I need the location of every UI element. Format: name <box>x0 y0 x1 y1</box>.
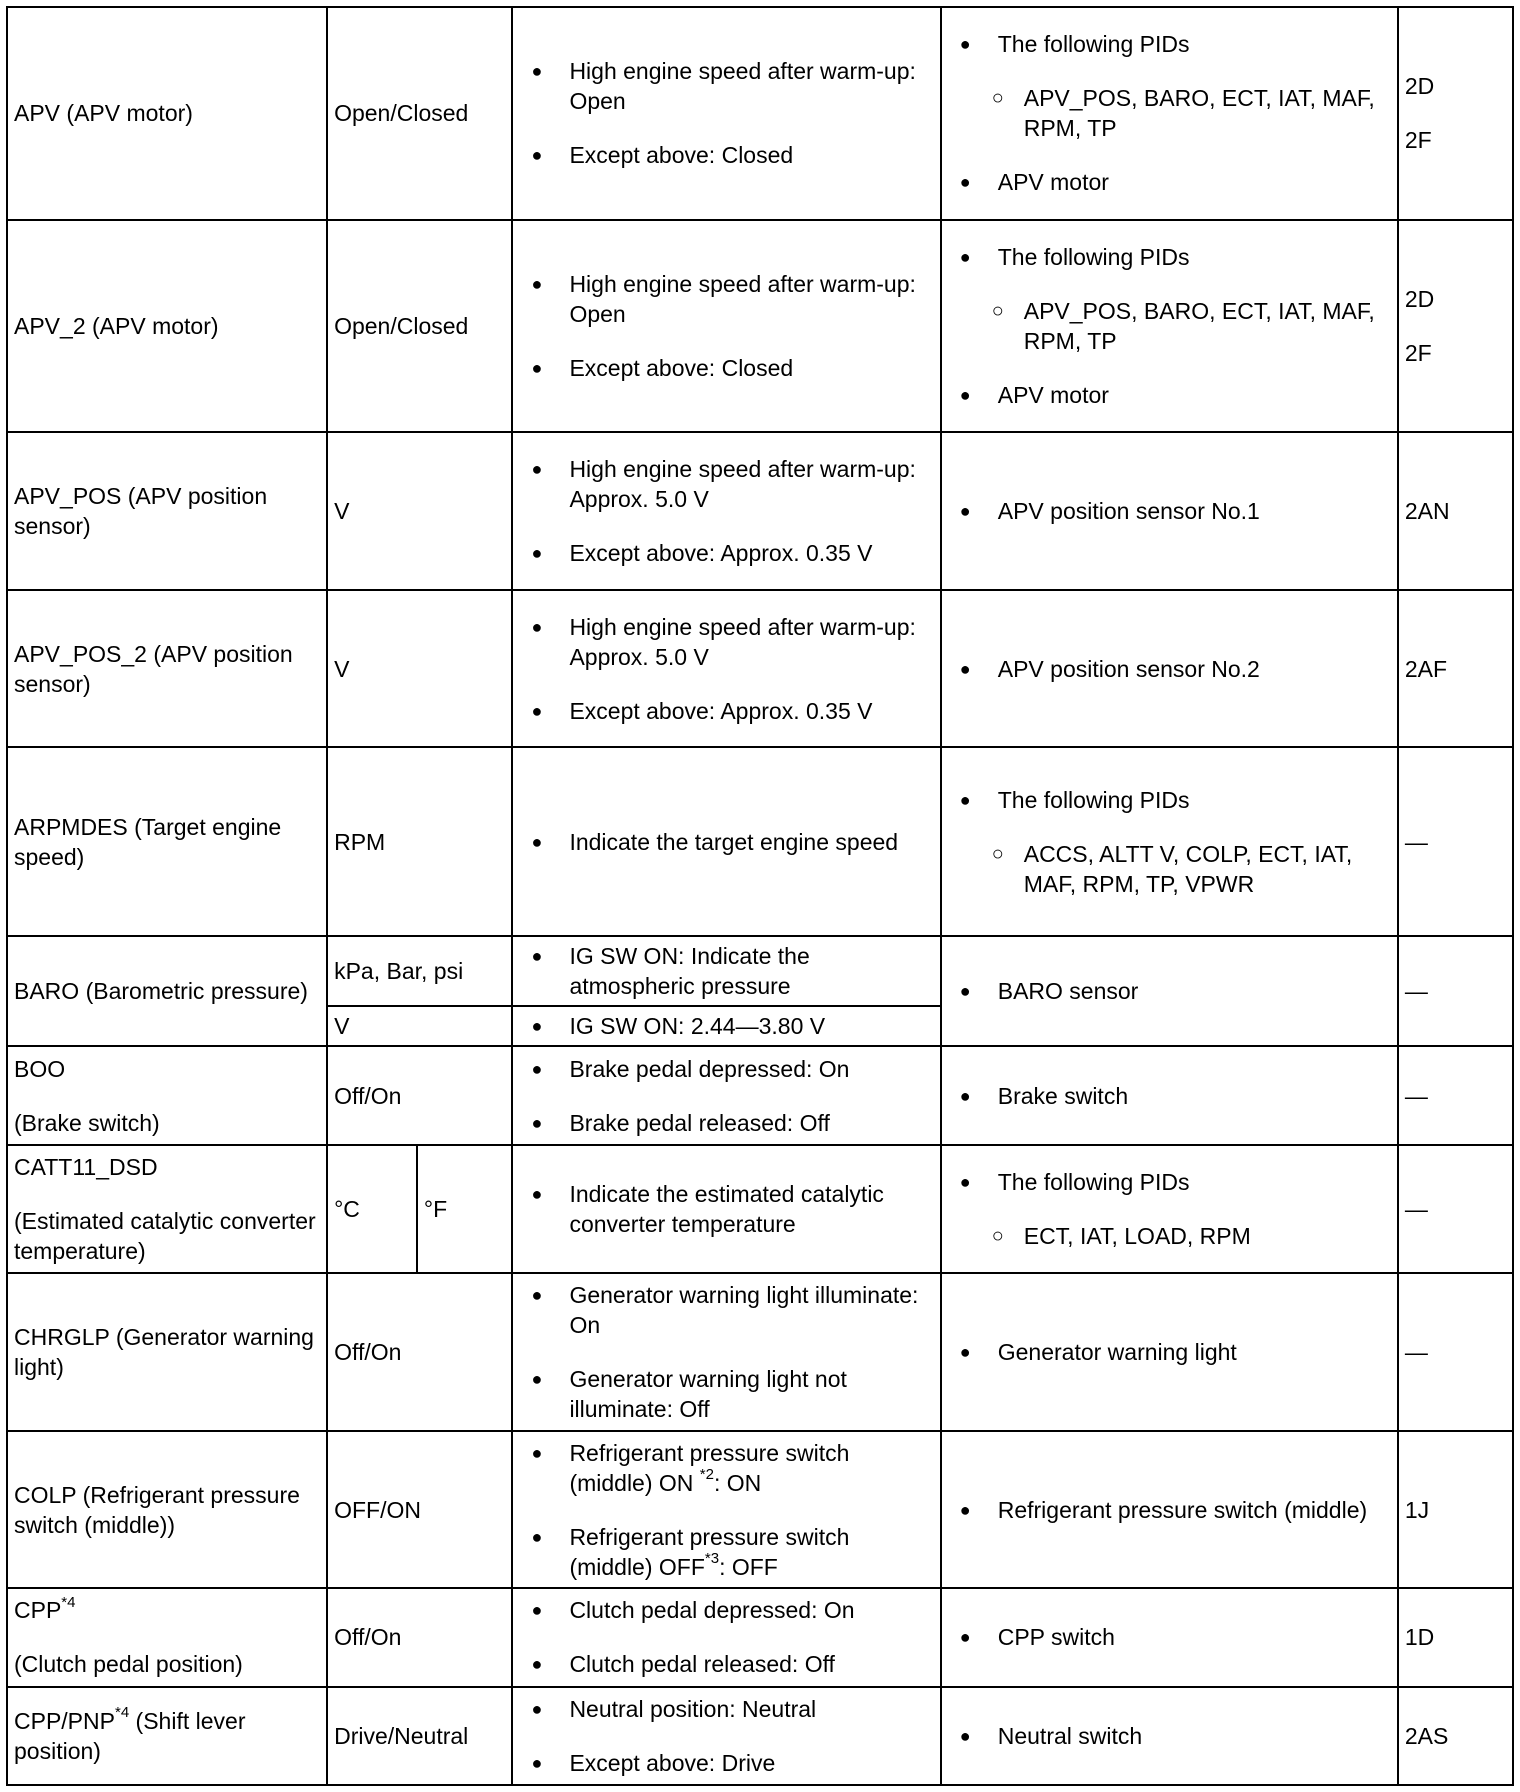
list-item: ○ APV_POS, BARO, ECT, IAT, MAF, RPM, TP <box>948 83 1391 143</box>
table-row <box>7 1046 1513 1144</box>
table-row <box>7 1687 1513 1785</box>
unit-cell-celsius: °C <box>327 1145 417 1273</box>
unit-cell: Off/On <box>327 1588 512 1686</box>
terminal-cell: 1J <box>1398 1431 1513 1589</box>
list-item: ● Brake switch <box>948 1081 1391 1111</box>
inspection-cell <box>941 1687 1398 1785</box>
terminal-value: 2F <box>1404 340 1432 367</box>
list-item: ● The following PIDs <box>948 785 1391 815</box>
condition-text: Refrigerant pressure switch (middle) ON <box>569 1439 850 1496</box>
inspection-cell <box>941 7 1398 220</box>
list-item: ● Indicate the target engine speed <box>519 827 933 857</box>
list-item: ● Except above: Approx. 0.35 V <box>519 696 933 726</box>
pid-name <box>7 1687 327 1785</box>
condition-cell <box>512 590 940 748</box>
table-row <box>7 936 1513 1006</box>
list-item <box>519 1522 933 1582</box>
pid-name: CATT11_DSD <box>14 1153 158 1180</box>
condition-text: : ON <box>713 1469 762 1496</box>
terminal-cell: 2AN <box>1398 432 1513 590</box>
list-item: ● Generator warning light illuminate: On <box>519 1280 933 1340</box>
list-item: ● Brake pedal released: Off <box>519 1108 933 1138</box>
list-item: ● Refrigerant pressure switch (middle) <box>948 1495 1391 1525</box>
condition-cell <box>512 1273 940 1431</box>
list-item: ● The following PIDs <box>948 1167 1391 1197</box>
inspection-cell <box>941 747 1398 936</box>
list-item: ● Brake pedal depressed: On <box>519 1054 933 1084</box>
condition-cell <box>512 7 940 220</box>
terminal-cell: 1D <box>1398 1588 1513 1686</box>
unit-cell: V <box>327 1006 512 1046</box>
table-row <box>7 220 1513 433</box>
table-row <box>7 7 1513 220</box>
condition-cell <box>512 1046 940 1144</box>
inspection-cell <box>941 1046 1398 1144</box>
pid-name-cell <box>7 1145 327 1273</box>
table-row <box>7 1431 1513 1589</box>
pid-description: (Estimated catalytic converter temperature) <box>14 1207 316 1264</box>
terminal-cell: — <box>1398 747 1513 936</box>
inspection-cell <box>941 220 1398 433</box>
pid-name: APV_POS (APV position sensor) <box>7 432 327 590</box>
terminal-cell <box>1398 220 1513 433</box>
condition-cell <box>512 1588 940 1686</box>
pid-monitor-table <box>6 6 1514 1786</box>
list-item: ● IG SW ON: Indicate the atmospheric pressure <box>519 941 933 1001</box>
pid-description: (Brake switch) <box>14 1109 160 1136</box>
footnote-mark: *2 <box>699 1465 714 1483</box>
condition-cell <box>512 220 940 433</box>
footnote-mark: *4 <box>114 1704 130 1722</box>
pid-name: BOO <box>14 1055 66 1082</box>
condition-text: : OFF <box>719 1553 778 1580</box>
list-item: ● BARO sensor <box>948 976 1391 1006</box>
inspection-cell <box>941 1273 1398 1431</box>
unit-cell: Off/On <box>327 1046 512 1144</box>
list-item: ● The following PIDs <box>948 242 1391 272</box>
table-row <box>7 1145 1513 1273</box>
list-item: ● High engine speed after warm-up: Open <box>519 56 933 116</box>
condition-cell <box>512 432 940 590</box>
list-item: ● Clutch pedal released: Off <box>519 1649 933 1679</box>
pid-name: ARPMDES (Target engine speed) <box>7 747 327 936</box>
condition-cell <box>512 936 940 1006</box>
inspection-cell <box>941 1145 1398 1273</box>
terminal-cell: — <box>1398 1046 1513 1144</box>
list-item: ● Neutral position: Neutral <box>519 1694 933 1724</box>
list-item: ● Except above: Closed <box>519 353 933 383</box>
pid-name-text: CPP <box>14 1597 62 1624</box>
list-item: ● IG SW ON: 2.44—3.80 V <box>519 1011 933 1041</box>
terminal-cell: — <box>1398 1145 1513 1273</box>
list-item: ● The following PIDs <box>948 29 1391 59</box>
condition-text: Refrigerant pressure switch (middle) OFF <box>569 1523 850 1580</box>
pid-name: APV_2 (APV motor) <box>7 220 327 433</box>
unit-cell: OFF/ON <box>327 1431 512 1589</box>
terminal-cell: 2AF <box>1398 590 1513 748</box>
unit-cell: RPM <box>327 747 512 936</box>
list-item: ● Generator warning light <box>948 1337 1391 1367</box>
condition-cell <box>512 1006 940 1046</box>
list-item: ● Neutral switch <box>948 1721 1391 1751</box>
table-row <box>7 590 1513 748</box>
inspection-cell <box>941 1588 1398 1686</box>
unit-cell: Off/On <box>327 1273 512 1431</box>
pid-name: CHRGLP (Generator warning light) <box>7 1273 327 1431</box>
unit-cell-fahrenheit: °F <box>417 1145 513 1273</box>
unit-cell: Drive/Neutral <box>327 1687 512 1785</box>
terminal-cell <box>1398 7 1513 220</box>
unit-cell: V <box>327 432 512 590</box>
footnote-mark: *3 <box>704 1549 720 1567</box>
list-item: ● Except above: Drive <box>519 1748 933 1778</box>
terminal-value: 2D <box>1404 73 1435 100</box>
inspection-cell <box>941 936 1398 1046</box>
list-item: ● APV motor <box>948 380 1391 410</box>
list-item: ● Except above: Closed <box>519 140 933 170</box>
list-item: ○ ECT, IAT, LOAD, RPM <box>948 1221 1391 1251</box>
terminal-value: 2D <box>1404 286 1435 313</box>
pid-name-text: CPP/PNP <box>14 1707 115 1734</box>
pid-name-text: (Shift lever position) <box>14 1707 246 1764</box>
pid-name-cell <box>7 1588 327 1686</box>
pid-name: APV_POS_2 (APV position sensor) <box>7 590 327 748</box>
table-row <box>7 1273 1513 1431</box>
table-row <box>7 432 1513 590</box>
table-row <box>7 747 1513 936</box>
pid-name-cell <box>7 1046 327 1144</box>
unit-cell: Open/Closed <box>327 7 512 220</box>
list-item: ● Except above: Approx. 0.35 V <box>519 538 933 568</box>
condition-cell <box>512 1687 940 1785</box>
terminal-cell: — <box>1398 936 1513 1046</box>
list-item <box>519 1438 933 1498</box>
list-item: ● APV motor <box>948 167 1391 197</box>
pid-name <box>14 1595 320 1625</box>
inspection-cell <box>941 590 1398 748</box>
pid-name: BARO (Barometric pressure) <box>7 936 327 1046</box>
list-item: ● APV position sensor No.1 <box>948 496 1391 526</box>
unit-cell: kPa, Bar, psi <box>327 936 512 1006</box>
condition-cell <box>512 747 940 936</box>
inspection-cell <box>941 432 1398 590</box>
inspection-cell <box>941 1431 1398 1589</box>
list-item: ○ APV_POS, BARO, ECT, IAT, MAF, RPM, TP <box>948 296 1391 356</box>
pid-name: APV (APV motor) <box>7 7 327 220</box>
list-item: ● High engine speed after warm-up: Approx. 5.0 V <box>519 612 933 672</box>
list-item: ● APV position sensor No.2 <box>948 654 1391 684</box>
condition-cell <box>512 1431 940 1589</box>
condition-cell <box>512 1145 940 1273</box>
terminal-cell: — <box>1398 1273 1513 1431</box>
list-item: ● Generator warning light not illuminate: Off <box>519 1364 933 1424</box>
pid-description: (Clutch pedal position) <box>14 1651 243 1678</box>
footnote-mark: *4 <box>61 1593 76 1611</box>
list-item: ○ ACCS, ALTT V, COLP, ECT, IAT, MAF, RPM, TP, VPWR <box>948 839 1391 899</box>
terminal-cell: 2AS <box>1398 1687 1513 1785</box>
list-item: ● Indicate the estimated catalytic converter temperature <box>519 1179 933 1239</box>
terminal-value: 2F <box>1404 127 1432 154</box>
pid-name: COLP (Refrigerant pressure switch (middle)) <box>7 1431 327 1589</box>
list-item: ● High engine speed after warm-up: Open <box>519 269 933 329</box>
list-item: ● High engine speed after warm-up: Approx. 5.0 V <box>519 454 933 514</box>
unit-cell: V <box>327 590 512 748</box>
unit-cell: Open/Closed <box>327 220 512 433</box>
list-item: ● Clutch pedal depressed: On <box>519 1595 933 1625</box>
table-row <box>7 1588 1513 1686</box>
list-item: ● CPP switch <box>948 1622 1391 1652</box>
